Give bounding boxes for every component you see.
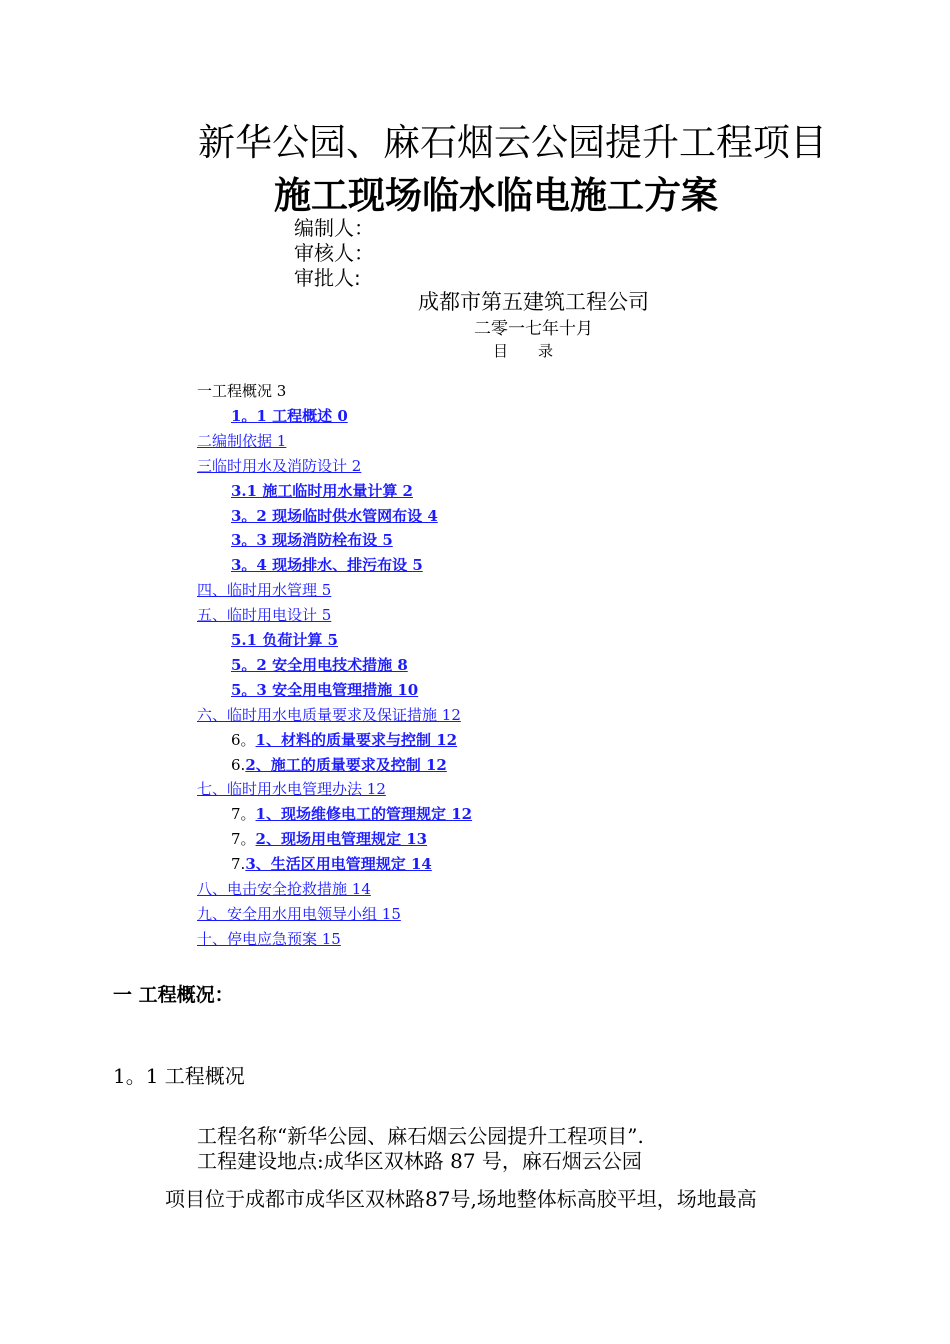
toc-entry[interactable] (197, 903, 401, 924)
section-heading: 一 工程概况： (113, 984, 234, 1006)
toc-entry[interactable] (231, 654, 408, 675)
approved-by-label: 审批人: (294, 266, 361, 290)
toc-entry-prefix: 7。 (231, 805, 256, 824)
toc-heading-b: 录 (538, 342, 554, 360)
toc-entry-link[interactable]: 九、安全用水用电领导小组 15 (197, 904, 401, 923)
toc-entry[interactable] (231, 405, 348, 426)
project-title: 新华公园、麻石烟云公园提升工程项目 (198, 121, 827, 164)
toc-entry[interactable] (197, 778, 386, 799)
toc-entry[interactable] (231, 729, 457, 750)
toc-entry[interactable] (231, 679, 418, 700)
toc-entry-link[interactable]: 七、临时用水电管理办法 12 (197, 780, 386, 799)
toc-entry-prefix: 7. (231, 855, 246, 874)
toc-entry-link[interactable]: 3、生活区用电管理规定 14 (245, 855, 432, 874)
toc-entry-link[interactable]: 5.1 负荷计算 5 (231, 631, 338, 649)
toc-entry-link[interactable]: 3。4 现场排水、排污布设 5 (231, 556, 423, 575)
toc-entry[interactable] (231, 828, 427, 849)
toc-entry[interactable] (231, 480, 413, 501)
toc-heading-a: 目 (493, 342, 509, 360)
toc-entry[interactable] (197, 704, 461, 725)
toc-heading (493, 340, 553, 361)
toc-entry-link[interactable]: 四、临时用水管理 5 (197, 581, 332, 600)
toc-entry-link[interactable]: 3。3 现场消防栓布设 5 (231, 531, 393, 550)
toc-entry[interactable] (197, 579, 331, 600)
toc-entry-link[interactable]: 三临时用水及消防设计 2 (197, 456, 362, 475)
toc-entry[interactable] (231, 505, 438, 526)
body-line-description: 项目位于成都市成华区双林路87号,场地整体标高胶平坦，场地最高 (165, 1187, 757, 1211)
toc-entry-link[interactable]: 5。3 安全用电管理措施 10 (231, 680, 419, 699)
toc-entry-link[interactable]: 1、材料的质量要求与控制 12 (255, 730, 458, 749)
toc-entry[interactable] (231, 629, 338, 650)
toc-entry-link[interactable]: 五、临时用电设计 5 (197, 606, 332, 625)
toc-entry[interactable] (197, 878, 371, 899)
toc-entry[interactable] (197, 928, 341, 949)
toc-entry-link[interactable]: 3。2 现场临时供水管网布设 4 (231, 506, 438, 525)
toc-entry-link: 一工程概况 3 (197, 382, 287, 400)
toc-entry[interactable] (231, 803, 472, 824)
toc-entry[interactable] (231, 754, 447, 775)
toc-entry[interactable] (231, 529, 393, 550)
toc-entry-link[interactable]: 六、临时用水电质量要求及保证措施 12 (197, 705, 461, 724)
toc-entry[interactable] (231, 554, 423, 575)
prepared-by-label: 编制人： (294, 216, 374, 240)
toc-entry-prefix: 6. (231, 755, 246, 774)
toc-entry-link[interactable]: 2、施工的质量要求及控制 12 (245, 755, 447, 774)
toc-entry-link[interactable]: 1、现场维修电工的管理规定 12 (255, 805, 473, 824)
toc-entry-link[interactable]: 1。1 工程概述 0 (231, 406, 348, 425)
toc-entry[interactable] (197, 455, 361, 476)
toc-entry-link[interactable]: 二编制依据 1 (197, 431, 287, 450)
body-line-location: 工程建设地点:成华区双林路 87 号，麻石烟云公园 (197, 1149, 642, 1173)
body-line-project-name: 工程名称“新华公园、麻石烟云公园提升工程项目”. (197, 1124, 644, 1148)
document-title: 施工现场临水临电施工方案 (274, 174, 718, 217)
toc-entry[interactable] (231, 853, 432, 874)
toc-entry-link[interactable]: 十、停电应急预案 15 (197, 929, 341, 948)
toc-entry (197, 380, 286, 401)
document-date: 二零一七年十月 (474, 319, 593, 339)
toc-entry-link[interactable]: 3.1 施工临时用水量计算 2 (231, 481, 413, 500)
reviewed-by-label: 审核人： (294, 241, 374, 265)
subsection-heading: 1。1 工程概况 (113, 1064, 245, 1088)
toc-entry[interactable] (197, 430, 286, 451)
toc-entry-link[interactable]: 5。2 安全用电技术措施 8 (231, 655, 408, 674)
toc-entry-link[interactable]: 八、电击安全抢救措施 14 (197, 880, 371, 898)
company-name: 成都市第五建筑工程公司 (418, 290, 649, 314)
toc-entry[interactable] (197, 604, 331, 625)
toc-entry-prefix: 7。 (231, 830, 256, 849)
toc-entry-prefix: 6。 (231, 730, 256, 749)
toc-entry-link[interactable]: 2、现场用电管理规定 13 (255, 830, 428, 849)
